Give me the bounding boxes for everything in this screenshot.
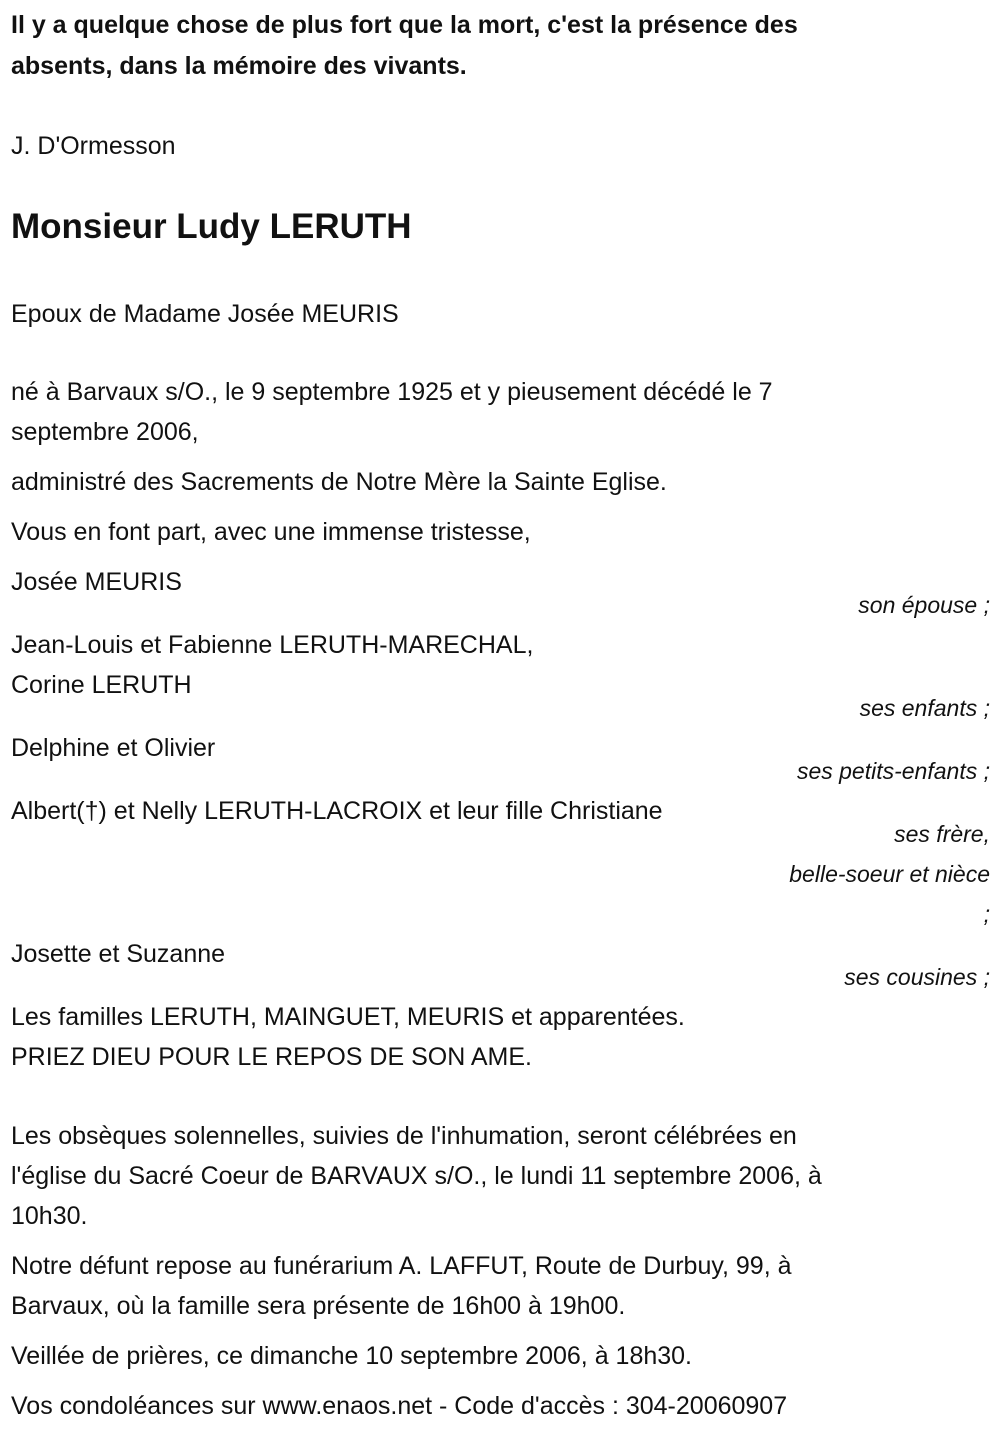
family-names: Corine LERUTH [11,671,192,699]
repose-line: Notre défunt repose au funérarium A. LAFFUT, Route de Durbuy, 99, à [11,1252,792,1280]
quote-line: absents, dans la mémoire des vivants. [11,52,467,80]
birth-death-line: septembre 2006, [11,418,199,446]
quote-author: J. D'Ormesson [11,132,176,160]
funeral-line: l'église du Sacré Coeur de BARVAUX s/O., le lundi 11 septembre 2006, à [11,1162,822,1190]
family-names: Delphine et Olivier [11,734,216,762]
birth-death-line: né à Barvaux s/O., le 9 septembre 1925 et y pieusement décédé le 7 [11,378,773,406]
announcement-line: Vous en font part, avec une immense tristesse, [11,518,531,546]
family-relation: belle-soeur et nièce [789,861,990,887]
spouse-line: Epoux de Madame Josée MEURIS [11,300,399,328]
repose-line: Barvaux, où la famille sera présente de 16h00 à 19h00. [11,1292,626,1320]
family-names: Albert(†) et Nelly LERUTH-LACROIX et leur fille Christiane [11,797,663,825]
family-relation: ses petits-enfants ; [796,758,990,784]
families-line: Les familles LERUTH, MAINGUET, MEURIS et apparentées. [11,1003,685,1031]
sacraments-line: administré des Sacrements de Notre Mère la Sainte Eglise. [11,468,667,496]
family-names: Josée MEURIS [11,568,182,596]
family-names: Jean-Louis et Fabienne LERUTH-MARECHAL, [11,631,534,659]
condolences-line: Vos condoléances sur www.enaos.net - Code d'accès : 304-20060907 [11,1392,788,1420]
prayer-line: PRIEZ DIEU POUR LE REPOS DE SON AME. [11,1043,532,1071]
family-relation: ; [983,901,990,927]
family-relation: ses cousines ; [844,964,990,990]
family-relation: ses enfants ; [859,695,990,721]
quote-line: Il y a quelque chose de plus fort que la mort, c'est la présence des [11,11,798,39]
page-title: Monsieur Ludy LERUTH [11,207,412,246]
vigil-line: Veillée de prières, ce dimanche 10 septembre 2006, à 18h30. [11,1342,693,1370]
family-relation: son épouse ; [858,592,990,618]
family-relation: ses frère, [894,821,990,847]
funeral-line: 10h30. [11,1202,88,1230]
family-names: Josette et Suzanne [11,940,226,968]
funeral-line: Les obsèques solennelles, suivies de l'inhumation, seront célébrées en [11,1122,797,1150]
